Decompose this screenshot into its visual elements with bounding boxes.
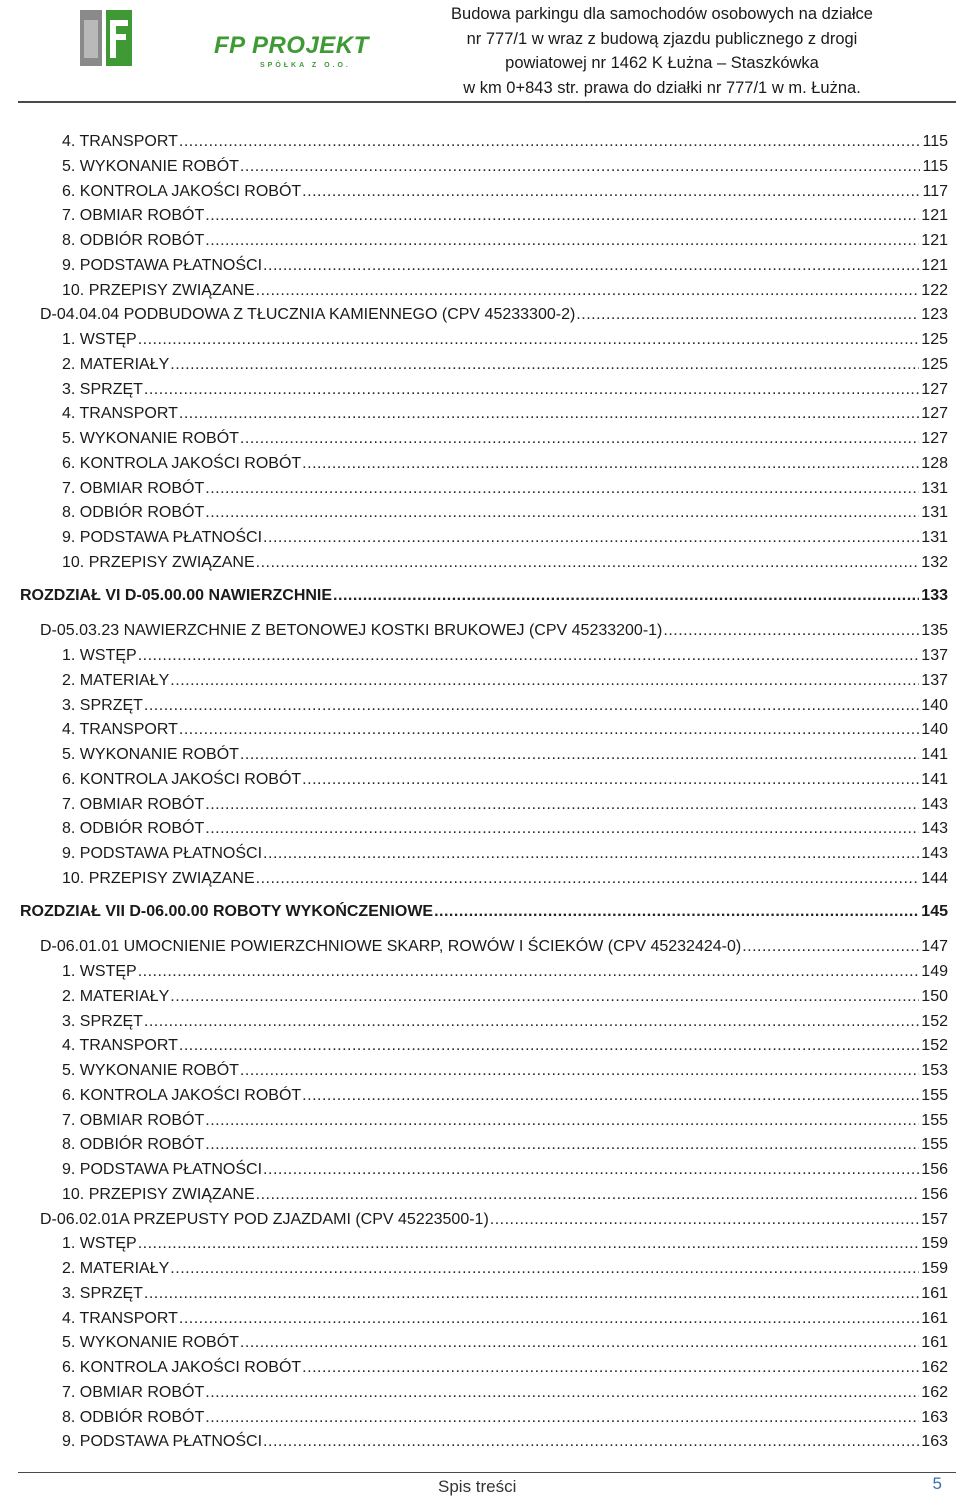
toc-item-entry[interactable] xyxy=(62,819,948,839)
toc-entry-label: 5. WYKONANIE ROBÓT xyxy=(62,746,239,763)
toc-entry-page: 143 xyxy=(921,795,948,813)
toc-entry-label: 5. WYKONANIE ROBÓT xyxy=(62,430,239,447)
toc-entry-label: 3. SPRZĘT xyxy=(62,1284,143,1302)
toc-item-entry[interactable] xyxy=(62,1408,948,1428)
toc-leader-dots xyxy=(205,1135,919,1155)
toc-item-entry[interactable] xyxy=(62,1309,948,1329)
toc-entry-page: 115 xyxy=(922,133,948,150)
project-title-line: Budowa parkingu dla samochodów osobowych na działce xyxy=(451,5,873,23)
page-header xyxy=(0,0,960,106)
toc-item-entry[interactable] xyxy=(62,256,948,276)
toc-item-entry[interactable] xyxy=(62,157,948,177)
toc-entry-label: 6. KONTROLA JAKOŚCI ROBÓT xyxy=(62,1359,302,1376)
toc-item-entry[interactable] xyxy=(62,1358,948,1378)
toc-leader-dots xyxy=(333,586,919,606)
toc-entry-label: D-06.01.01 UMOCNIENIE POWIERZCHNIOWE SKARP, ROWÓW I ŚCIEKÓW (CPV 45232424-0) xyxy=(40,938,742,956)
toc-entry-label: 2. MATERIAŁY xyxy=(62,987,170,1005)
toc-item-entry[interactable] xyxy=(62,1432,948,1452)
toc-leader-dots xyxy=(256,553,920,573)
toc-entry-page: 141 xyxy=(921,746,948,763)
toc-entry-label: 8. ODBIÓR ROBÓT xyxy=(62,232,205,249)
toc-section-entry[interactable] xyxy=(40,1210,948,1230)
toc-leader-dots xyxy=(302,1358,919,1378)
toc-item-entry[interactable] xyxy=(62,671,948,691)
toc-leader-dots xyxy=(302,770,919,790)
toc-entry-label: 4. TRANSPORT xyxy=(62,1037,178,1055)
toc-item-entry[interactable] xyxy=(62,553,948,573)
toc-item-entry[interactable] xyxy=(62,1061,948,1081)
toc-entry-page: 143 xyxy=(921,845,948,862)
toc-leader-dots xyxy=(240,157,921,177)
toc-item-entry[interactable] xyxy=(62,987,948,1007)
toc-entry-page: 131 xyxy=(921,479,948,497)
toc-leader-dots xyxy=(138,646,920,666)
toc-item-entry[interactable] xyxy=(62,696,948,716)
toc-item-entry[interactable] xyxy=(62,132,948,152)
toc-entry-label: 8. ODBIÓR ROBÓT xyxy=(62,504,205,522)
toc-entry-label: 9. PODSTAWA PŁATNOŚCI xyxy=(62,1433,263,1451)
toc-entry-label: 8. ODBIÓR ROBÓT xyxy=(62,1408,205,1426)
toc-entry-page: 155 xyxy=(921,1111,948,1129)
toc-entry-page: 121 xyxy=(921,232,948,249)
toc-leader-dots xyxy=(434,902,919,922)
toc-entry-page: 141 xyxy=(921,770,948,788)
toc-entry-label: 3. SPRZĘT xyxy=(62,696,143,714)
toc-item-entry[interactable] xyxy=(62,1160,948,1180)
toc-item-entry[interactable] xyxy=(62,1135,948,1155)
toc-item-entry[interactable] xyxy=(62,330,948,350)
toc-entry-page: 123 xyxy=(921,306,948,324)
toc-leader-dots xyxy=(179,1036,919,1056)
toc-item-entry[interactable] xyxy=(62,206,948,226)
toc-entry-page: 152 xyxy=(921,1037,948,1055)
toc-entry-label: 6. KONTROLA JAKOŚCI ROBÓT xyxy=(62,454,302,472)
toc-entry-label: 1. WSTĘP xyxy=(62,331,137,348)
toc-item-entry[interactable] xyxy=(62,429,948,449)
toc-entry-page: 127 xyxy=(921,430,948,447)
toc-entry-label: 2. MATERIAŁY xyxy=(62,671,170,689)
toc-leader-dots xyxy=(302,1086,919,1106)
toc-entry-label: 6. KONTROLA JAKOŚCI ROBÓT xyxy=(62,182,302,200)
toc-leader-dots xyxy=(240,745,919,765)
toc-section-entry[interactable] xyxy=(40,937,948,957)
toc-leader-dots xyxy=(170,1259,919,1279)
toc-entry-label: 2. MATERIAŁY xyxy=(62,355,170,373)
toc-entry-page: 156 xyxy=(921,1161,948,1178)
toc-entry-label: 6. KONTROLA JAKOŚCI ROBÓT xyxy=(62,770,302,788)
toc-item-entry[interactable] xyxy=(62,770,948,790)
logo-subtext: SPÓŁKA Z O.O. xyxy=(260,62,351,69)
toc-entry-label: 10. PRZEPISY ZWIĄZANE xyxy=(62,281,255,299)
toc-entry-page: 163 xyxy=(921,1408,948,1426)
toc-leader-dots xyxy=(205,1383,919,1403)
toc-entry-page: 117 xyxy=(922,182,948,200)
toc-item-entry[interactable] xyxy=(62,1333,948,1353)
toc-item-entry[interactable] xyxy=(62,1383,948,1403)
toc-item-entry[interactable] xyxy=(62,745,948,765)
toc-entry-label: 7. OBMIAR ROBÓT xyxy=(62,795,205,813)
page-number: 5 xyxy=(932,1474,942,1493)
toc-leader-dots xyxy=(263,1432,919,1452)
toc-leader-dots xyxy=(179,1309,919,1329)
toc-entry-label: 10. PRZEPISY ZWIĄZANE xyxy=(62,553,255,571)
toc-leader-dots xyxy=(240,429,919,449)
toc-entry-label: 10. PRZEPISY ZWIĄZANE xyxy=(62,1185,255,1203)
toc-item-entry[interactable] xyxy=(62,1234,948,1254)
toc-entry-label: 5. WYKONANIE ROBÓT xyxy=(62,1062,239,1079)
toc-item-entry[interactable] xyxy=(62,231,948,251)
toc-leader-dots xyxy=(663,621,919,641)
toc-entry-page: 157 xyxy=(921,1210,948,1228)
toc-entry-page: 121 xyxy=(921,256,948,274)
toc-entry-page: 122 xyxy=(921,281,948,299)
toc-leader-dots xyxy=(263,256,919,276)
toc-entry-page: 163 xyxy=(921,1433,948,1451)
toc-entry-label: 7. OBMIAR ROBÓT xyxy=(62,479,205,497)
toc-entry-label: 9. PODSTAWA PŁATNOŚCI xyxy=(62,845,263,862)
toc-item-entry[interactable] xyxy=(62,454,948,474)
toc-leader-dots xyxy=(205,795,919,815)
toc-entry-page: 125 xyxy=(921,355,948,373)
toc-item-entry[interactable] xyxy=(62,1086,948,1106)
toc-item-entry[interactable] xyxy=(62,1259,948,1279)
toc-item-entry[interactable] xyxy=(62,503,948,523)
toc-entry-label: ROZDZIAŁ VI D-05.00.00 NAWIERZCHNIE xyxy=(20,586,333,604)
toc-entry-label: 9. PODSTAWA PŁATNOŚCI xyxy=(62,256,263,274)
toc-entry-page: 125 xyxy=(921,331,948,348)
toc-leader-dots xyxy=(240,1333,919,1353)
toc-leader-dots xyxy=(302,454,919,474)
toc-leader-dots xyxy=(170,987,919,1007)
toc-entry-page: 132 xyxy=(921,553,948,571)
toc-entry-label: 9. PODSTAWA PŁATNOŚCI xyxy=(62,1161,263,1178)
toc-entry-page: 140 xyxy=(921,696,948,714)
toc-item-entry[interactable] xyxy=(62,182,948,202)
toc-leader-dots xyxy=(138,1234,920,1254)
toc-entry-page: 140 xyxy=(921,721,948,739)
toc-entry-page: 161 xyxy=(921,1284,948,1302)
project-title-line: nr 777/1 w wraz z budową zjazdu publicznego z drogi xyxy=(466,29,858,48)
toc-entry-label: 7. OBMIAR ROBÓT xyxy=(62,207,205,225)
toc-item-entry[interactable] xyxy=(62,1111,948,1131)
toc-leader-dots xyxy=(490,1210,920,1230)
toc-entry-page: 131 xyxy=(921,504,948,522)
toc-leader-dots xyxy=(205,1408,919,1428)
toc-entry-page: 156 xyxy=(921,1185,948,1203)
toc-entry-label: 4. TRANSPORT xyxy=(62,721,178,739)
toc-leader-dots xyxy=(576,305,919,325)
toc-entry-label: 10. PRZEPISY ZWIĄZANE xyxy=(62,869,255,887)
toc-leader-dots xyxy=(263,1160,919,1180)
toc-leader-dots xyxy=(302,182,920,202)
toc-entry-page: 128 xyxy=(921,454,948,472)
toc-entry-label: 3. SPRZĘT xyxy=(62,380,143,398)
toc-entry-page: 162 xyxy=(921,1359,948,1376)
toc-entry-page: 137 xyxy=(921,671,948,689)
toc-leader-dots xyxy=(205,206,919,226)
toc-entry-label: 5. WYKONANIE ROBÓT xyxy=(62,1334,239,1352)
project-title-line: powiatowej nr 1462 K Łużna – Staszkówka xyxy=(505,54,819,72)
toc-entry-page: 145 xyxy=(921,902,948,920)
logo-text: FP PROJEKT xyxy=(214,32,369,59)
toc-chapter-entry[interactable] xyxy=(20,586,948,606)
toc-item-entry[interactable] xyxy=(62,479,948,499)
header-divider xyxy=(18,101,956,103)
toc-leader-dots xyxy=(179,404,919,424)
toc-item-entry[interactable] xyxy=(62,404,948,424)
toc-leader-dots xyxy=(240,1061,919,1081)
toc-leader-dots xyxy=(263,528,919,548)
toc-leader-dots xyxy=(256,869,920,889)
toc-section-entry[interactable] xyxy=(40,621,948,641)
toc-entry-label: 7. OBMIAR ROBÓT xyxy=(62,1383,205,1401)
toc-item-entry[interactable] xyxy=(62,962,948,982)
toc-leader-dots xyxy=(144,1284,919,1304)
toc-entry-page: 121 xyxy=(921,207,948,225)
toc-item-entry[interactable] xyxy=(62,1012,948,1032)
toc-leader-dots xyxy=(138,962,920,982)
toc-item-entry[interactable] xyxy=(62,355,948,375)
toc-item-entry[interactable] xyxy=(62,844,948,864)
toc-entry-label: 4. TRANSPORT xyxy=(62,405,178,423)
toc-entry-label: 5. WYKONANIE ROBÓT xyxy=(62,157,239,175)
toc-leader-dots xyxy=(205,503,919,523)
toc-leader-dots xyxy=(263,844,919,864)
toc-entry-page: 152 xyxy=(921,1012,948,1030)
toc-entry-page: 115 xyxy=(922,157,948,175)
toc-item-entry[interactable] xyxy=(62,720,948,740)
toc-entry-page: 162 xyxy=(921,1383,948,1401)
logo-mark-icon xyxy=(72,6,212,76)
toc-leader-dots xyxy=(170,355,919,375)
toc-leader-dots xyxy=(144,380,919,400)
toc-item-entry[interactable] xyxy=(62,795,948,815)
toc-leader-dots xyxy=(256,1185,920,1205)
toc-entry-page: 161 xyxy=(921,1334,948,1352)
toc-entry-label: 6. KONTROLA JAKOŚCI ROBÓT xyxy=(62,1086,302,1104)
toc-entry-label: D-06.02.01A PRZEPUSTY POD ZJAZDAMI (CPV 45223500-1) xyxy=(40,1210,489,1228)
toc-leader-dots xyxy=(205,819,919,839)
toc-item-entry[interactable] xyxy=(62,1036,948,1056)
toc-item-entry[interactable] xyxy=(62,528,948,548)
toc-section-entry[interactable] xyxy=(40,305,948,325)
toc-item-entry[interactable] xyxy=(62,869,948,889)
toc-entry-page: 135 xyxy=(921,622,948,640)
toc-entry-page: 147 xyxy=(921,938,948,956)
toc-leader-dots xyxy=(170,671,919,691)
toc-leader-dots xyxy=(205,1111,919,1131)
toc-leader-dots xyxy=(256,281,920,301)
toc-entry-label: 1. WSTĘP xyxy=(62,963,137,980)
toc-leader-dots xyxy=(179,132,921,152)
toc-entry-label: 9. PODSTAWA PŁATNOŚCI xyxy=(62,529,263,546)
company-logo xyxy=(72,6,369,76)
toc-item-entry[interactable] xyxy=(62,1185,948,1205)
toc-item-entry[interactable] xyxy=(62,1284,948,1304)
toc-leader-dots xyxy=(144,696,919,716)
toc-leader-dots xyxy=(205,231,919,251)
toc-entry-label: 1. WSTĘP xyxy=(62,647,137,664)
toc-entry-page: 127 xyxy=(921,405,948,423)
toc-entry-label: 8. ODBIÓR ROBÓT xyxy=(62,820,205,838)
footer-label: Spis treści xyxy=(438,1477,517,1496)
toc-entry-label: D-05.03.23 NAWIERZCHNIE Z BETONOWEJ KOSTKI BRUKOWEJ (CPV 45233200-1) xyxy=(40,622,663,640)
toc-entry-page: 143 xyxy=(921,820,948,838)
toc-entry-page: 161 xyxy=(921,1309,948,1327)
toc-entry-page: 137 xyxy=(921,647,948,664)
toc-entry-page: 127 xyxy=(921,380,948,398)
toc-leader-dots xyxy=(179,720,919,740)
toc-entry-page: 159 xyxy=(921,1235,948,1253)
toc-entry-label: 4. TRANSPORT xyxy=(62,1309,178,1327)
toc-entry-label: 1. WSTĘP xyxy=(62,1235,137,1253)
footer-divider xyxy=(18,1472,956,1473)
toc-leader-dots xyxy=(144,1012,919,1032)
toc-item-entry[interactable] xyxy=(62,646,948,666)
toc-chapter-entry[interactable] xyxy=(20,902,948,922)
toc-entry-label: 8. ODBIÓR ROBÓT xyxy=(62,1136,205,1154)
toc-leader-dots xyxy=(138,330,920,350)
project-title-line: w km 0+843 str. prawa do działki nr 777/1 w m. Łużna. xyxy=(463,78,861,97)
toc-entry-label: ROZDZIAŁ VII D-06.00.00 ROBOTY WYKOŃCZENIOWE xyxy=(20,902,434,920)
toc-entry-page: 159 xyxy=(921,1260,948,1277)
toc-entry-page: 155 xyxy=(921,1086,948,1104)
toc-entry-label: 2. MATERIAŁY xyxy=(62,1260,170,1277)
toc-entry-page: 133 xyxy=(921,586,948,604)
toc-entry-label: D-04.04.04 PODBUDOWA Z TŁUCZNIA KAMIENNEGO (CPV 45233300-2) xyxy=(40,306,576,324)
toc-entry-page: 149 xyxy=(921,963,948,980)
toc-entry-label: 3. SPRZĘT xyxy=(62,1012,143,1030)
project-title xyxy=(422,2,902,100)
toc-entry-label: 4. TRANSPORT xyxy=(62,133,178,150)
toc-entry-page: 155 xyxy=(921,1136,948,1154)
toc-entry-page: 131 xyxy=(921,529,948,546)
toc-entry-page: 150 xyxy=(921,987,948,1005)
toc-item-entry[interactable] xyxy=(62,281,948,301)
toc-leader-dots xyxy=(205,479,919,499)
toc-entry-label: 7. OBMIAR ROBÓT xyxy=(62,1111,205,1129)
toc-entry-page: 144 xyxy=(921,869,948,887)
toc-leader-dots xyxy=(742,937,919,957)
toc-entry-page: 153 xyxy=(921,1062,948,1079)
toc-item-entry[interactable] xyxy=(62,380,948,400)
